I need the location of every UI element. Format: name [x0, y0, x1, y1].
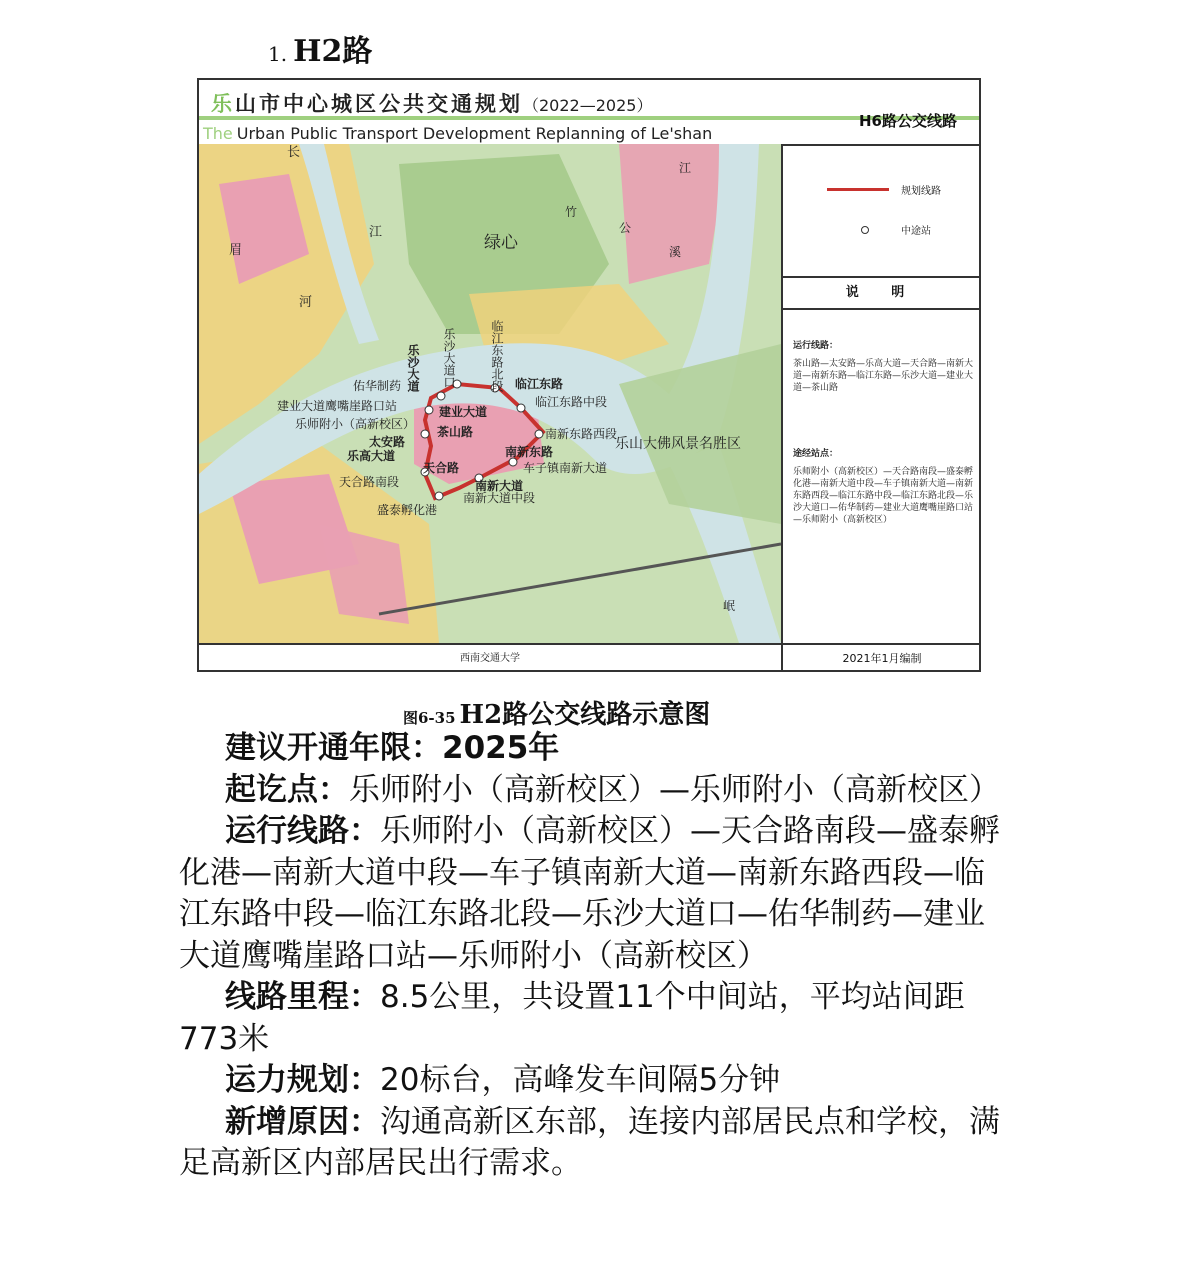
label-river: 公: [619, 221, 632, 235]
label-youhua: 佑华制药: [353, 379, 402, 393]
detail-label: 运力规划：: [225, 1062, 380, 1098]
label-river: 岷: [723, 599, 736, 613]
stop-jianye: [425, 406, 433, 414]
label-nanxin-east: 南新东路: [505, 445, 554, 459]
label-river: 溪: [669, 245, 682, 259]
detail-value: 8.5公里，共设置11个中间站，平均站间距773米: [179, 979, 965, 1057]
label-nanxin-west: 南新东路西段: [545, 427, 618, 441]
detail-route: [179, 811, 1005, 977]
label-tianhe-south: 天合路南段: [339, 475, 400, 489]
detail-label: 运行线路：: [225, 813, 380, 849]
label-lesha-kou: 乐沙大道口: [442, 328, 456, 388]
label-jianye-road: 建业大道: [439, 405, 488, 419]
figure-title: H2路公交线路示意图: [459, 700, 711, 730]
label-chashan: 茶山路: [437, 425, 474, 439]
detail-value: 沟通高新区东部，连接内部居民点和学校，满足高新区内部居民出行需求。: [179, 1103, 1000, 1181]
map-subtitle-text: Urban Public Transport Development Replanning of Le'shan: [236, 124, 713, 143]
label-taian: 太安路: [369, 435, 406, 449]
map-legend: [783, 144, 981, 278]
label-leshi: 乐师附小（高新校区）: [295, 417, 416, 431]
section-number: 1.: [268, 42, 288, 66]
label-lesha-road: 乐沙大道: [406, 344, 420, 392]
map-side-panel: [781, 144, 981, 643]
stations-section: [793, 448, 977, 526]
stations-title: 途经站点：: [793, 449, 839, 459]
detail-label: 建议开通年限：: [225, 730, 442, 766]
detail-value: 乐师附小（高新校区）—乐师附小（高新校区）: [349, 771, 1000, 808]
legend-stop-icon: [861, 226, 869, 234]
detail-label: 线路里程：: [225, 979, 380, 1015]
explain-heading: 说 明: [783, 278, 981, 310]
label-linjiang-mid: 临江东路中段: [535, 395, 608, 409]
detail-capacity: [179, 1060, 1005, 1102]
footer-institution: 西南交通大学: [460, 653, 520, 664]
detail-value: 2025年: [442, 730, 560, 766]
label-chezi: 车子镇南新大道: [523, 461, 608, 475]
label-lvxin: 绿心: [484, 233, 518, 253]
label-river: 江: [679, 161, 692, 175]
label-nanxin-mid: 南新大道中段: [463, 491, 536, 505]
figure-number: 图6-35: [403, 709, 456, 727]
label-jianye-stop: 建业大道鹰嘴崖路口站: [277, 399, 398, 413]
map-header: [199, 80, 979, 146]
detail-label: 起讫点：: [225, 771, 349, 808]
map-title: [211, 88, 652, 118]
operation-text: 茶山路—太安路—乐高大道—天合路—南新大道—南新东路—临江东路—乐沙大道—建业大道—茶山路: [793, 359, 974, 393]
detail-length: [179, 977, 1005, 1060]
stop-shengtai: [435, 492, 443, 500]
stop-youhua: [437, 392, 445, 400]
operation-section: [793, 340, 977, 394]
map-svg: [199, 144, 781, 643]
map-footer: [199, 643, 979, 672]
label-shengtai: 盛泰孵化港: [377, 503, 438, 517]
map-route-tag: H6路公交线路: [859, 112, 957, 130]
route-map-figure: [197, 78, 981, 672]
map-title-text: 山市中心城区公共交通规划: [235, 92, 523, 116]
label-river: 江: [369, 225, 383, 240]
label-nanxin-avenue: 南新大道: [475, 479, 524, 493]
section-heading: [268, 26, 372, 70]
label-tianhe: 天合路: [423, 461, 460, 475]
label-river: 竹: [565, 205, 578, 219]
label-scenic: 乐山大佛风景名胜区: [615, 436, 741, 452]
footer-date: 2021年1月编制: [781, 645, 981, 672]
stop-nanxin-west: [535, 430, 543, 438]
label-river: 河: [299, 295, 313, 310]
map-subtitle: [203, 124, 712, 143]
label-river: 长: [287, 145, 301, 160]
detail-label: 新增原因：: [225, 1103, 380, 1140]
legend-route-label: 规划线路: [901, 186, 941, 197]
section-title: H2路: [293, 34, 373, 69]
stop-chezi: [509, 458, 517, 466]
map-title-years: （2022—2025）: [523, 96, 653, 115]
label-linjiang-road: 临江东路: [515, 377, 564, 391]
label-legao: 乐高大道: [347, 449, 396, 463]
legend-stop-label: 中途站: [901, 226, 931, 237]
map-title-first-char: 乐: [211, 92, 235, 116]
detail-value: 乐师附小（高新校区）—天合路南段—盛泰孵化港—南新大道中段—车子镇南新大道—南新东路西段—临江东路中段—临江东路北段—乐沙大道口—佑华制药—建业大道鹰嘴崖路口站—乐师附小（高新校区）: [179, 813, 1000, 974]
detail-terminus: [179, 770, 1005, 812]
stations-text: 乐师附小（高新校区）—天合路南段—盛泰孵化港—南新大道中段—车子镇南新大道—南新东路西段—临江东路中段—临江东路北段—乐沙大道口—佑华制药—建业大道鹰嘴崖路口站—乐师附小（高新校区）: [793, 467, 974, 525]
label-linjiang-north: 临江东路北段: [490, 320, 504, 392]
route-details: [179, 728, 1005, 1185]
stop-leshi: [421, 430, 429, 438]
map-subtitle-prefix: The: [203, 124, 233, 143]
detail-reason: [179, 1102, 1005, 1185]
detail-value: 20标台，高峰发车间隔5分钟: [380, 1062, 781, 1098]
operation-title: 运行线路：: [793, 341, 839, 351]
figure-caption: [403, 694, 710, 731]
detail-open-year: [179, 728, 1005, 770]
map-canvas: [199, 144, 781, 643]
stop-linjiang-mid: [517, 404, 525, 412]
label-river: 眉: [229, 243, 243, 258]
legend-route-swatch: [827, 188, 889, 191]
